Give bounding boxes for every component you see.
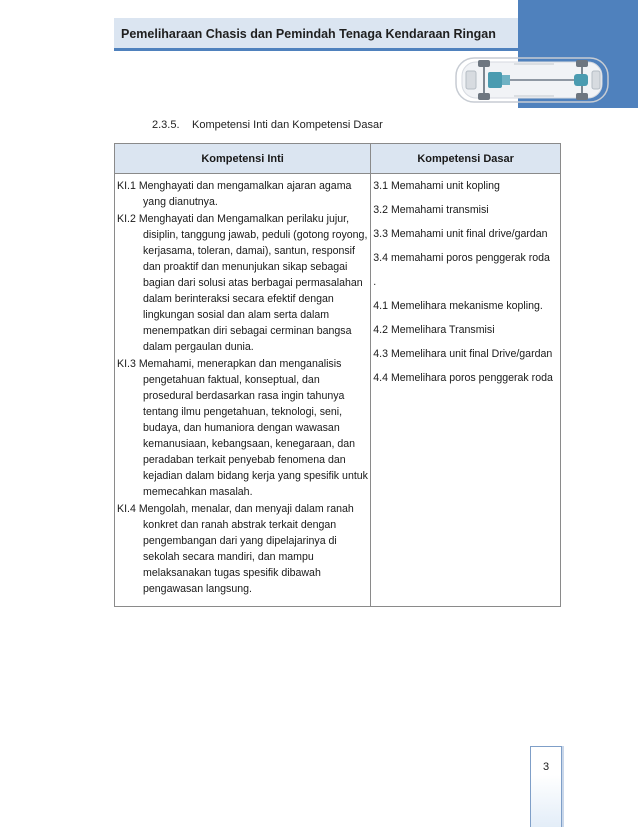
kd-code: 3.1 [373, 180, 388, 192]
kd-text: Memahami transmisi [390, 204, 489, 216]
kd-item [373, 274, 558, 290]
kd-item [373, 370, 558, 386]
ki-item [117, 356, 368, 500]
table-row [115, 174, 561, 607]
kd-code: 3.4 [373, 252, 388, 264]
kd-item [373, 250, 558, 266]
ki-code: KI.4 [117, 503, 136, 515]
kd-code: 4.4 [373, 372, 388, 384]
running-header [114, 18, 518, 51]
kd-text: Memelihara unit final Drive/gardan [390, 348, 553, 360]
kd-text: Memelihara mekanisme kopling. [390, 300, 543, 312]
table-header-row [115, 144, 561, 174]
kd-item [373, 178, 558, 194]
kd-item [373, 298, 558, 314]
kd-code: 4.3 [373, 348, 388, 360]
ki-text: Menghayati dan Mengamalkan perilaku jujur, disiplin, tanggung jawab, peduli (gotong royong, kerjasama, toleran, damai), santun, responsif dan proaktif dan menunjukan sikap sebagai bagian dari solusi atas berbagai permasalahan dalam berinteraksi secara efektif dengan lingkungan sosial dan alam serta dalam menempatkan diri sebagai cerminan bangsa dalam pergaulan dunia. [138, 213, 368, 353]
section-heading [152, 119, 383, 131]
kd-code: 4.1 [373, 300, 388, 312]
kd-code: 4.2 [373, 324, 388, 336]
ki-item [117, 211, 368, 355]
kd-text: . [373, 276, 377, 288]
kd-text: Memahami unit kopling [390, 180, 500, 192]
ki-item [117, 178, 368, 210]
page-number: 3 [542, 761, 550, 773]
ki-text: Memahami, menerapkan dan menganalisis pengetahuan faktual, konseptual, dan prosedural berdasarkan rasa ingin tahunya tentang ilmu pengetahuan, teknologi, seni, budaya, dan humaniora dengan wawasan kemanusiaan, kebangsaan, kenegaraan, dan peradaban terkait penyebab fenomena dan kejadian dalam bidang kerja yang spesifik untuk memecahkan masalah. [138, 358, 368, 498]
kd-item [373, 346, 558, 362]
kompetensi-dasar-cell [371, 174, 561, 607]
header-kompetensi-dasar: Kompetensi Dasar [371, 144, 561, 174]
kd-item [373, 226, 558, 242]
section-number: 2.3.5. [152, 119, 180, 131]
ki-item [117, 501, 368, 597]
car-chassis-icon [454, 55, 614, 105]
page-number-tab [530, 746, 562, 827]
competency-table [114, 143, 561, 607]
kd-item [373, 202, 558, 218]
ki-text: Menghayati dan mengamalkan ajaran agama yang dianutnya. [138, 180, 352, 208]
kd-code: 3.3 [373, 228, 388, 240]
header-title: Pemeliharaan Chasis dan Pemindah Tenaga Kendaraan Ringan [121, 27, 496, 41]
kd-text: Memelihara Transmisi [390, 324, 495, 336]
ki-code: KI.1 [117, 180, 136, 192]
header-kompetensi-inti: Kompetensi Inti [115, 144, 371, 174]
ki-code: KI.3 [117, 358, 136, 370]
ki-text: Mengolah, menalar, dan menyaji dalam ranah konkret dan ranah abstrak terkait dengan pengembangan dari yang dipelajarinya di sekolah secara mandiri, dan mampu melaksanakan tugas spesifik dibawah pengawasan langsung. [138, 503, 354, 595]
kd-code: 3.2 [373, 204, 388, 216]
kd-text: memahami poros penggerak roda [390, 252, 550, 264]
section-title: Kompetensi Inti dan Kompetensi Dasar [192, 119, 383, 131]
page-number-tab-fill [531, 747, 561, 827]
kompetensi-inti-cell [115, 174, 371, 607]
ki-code: KI.2 [117, 213, 136, 225]
kd-item [373, 322, 558, 338]
kd-text: Memahami unit final drive/gardan [390, 228, 548, 240]
kd-text: Memelihara poros penggerak roda [390, 372, 553, 384]
